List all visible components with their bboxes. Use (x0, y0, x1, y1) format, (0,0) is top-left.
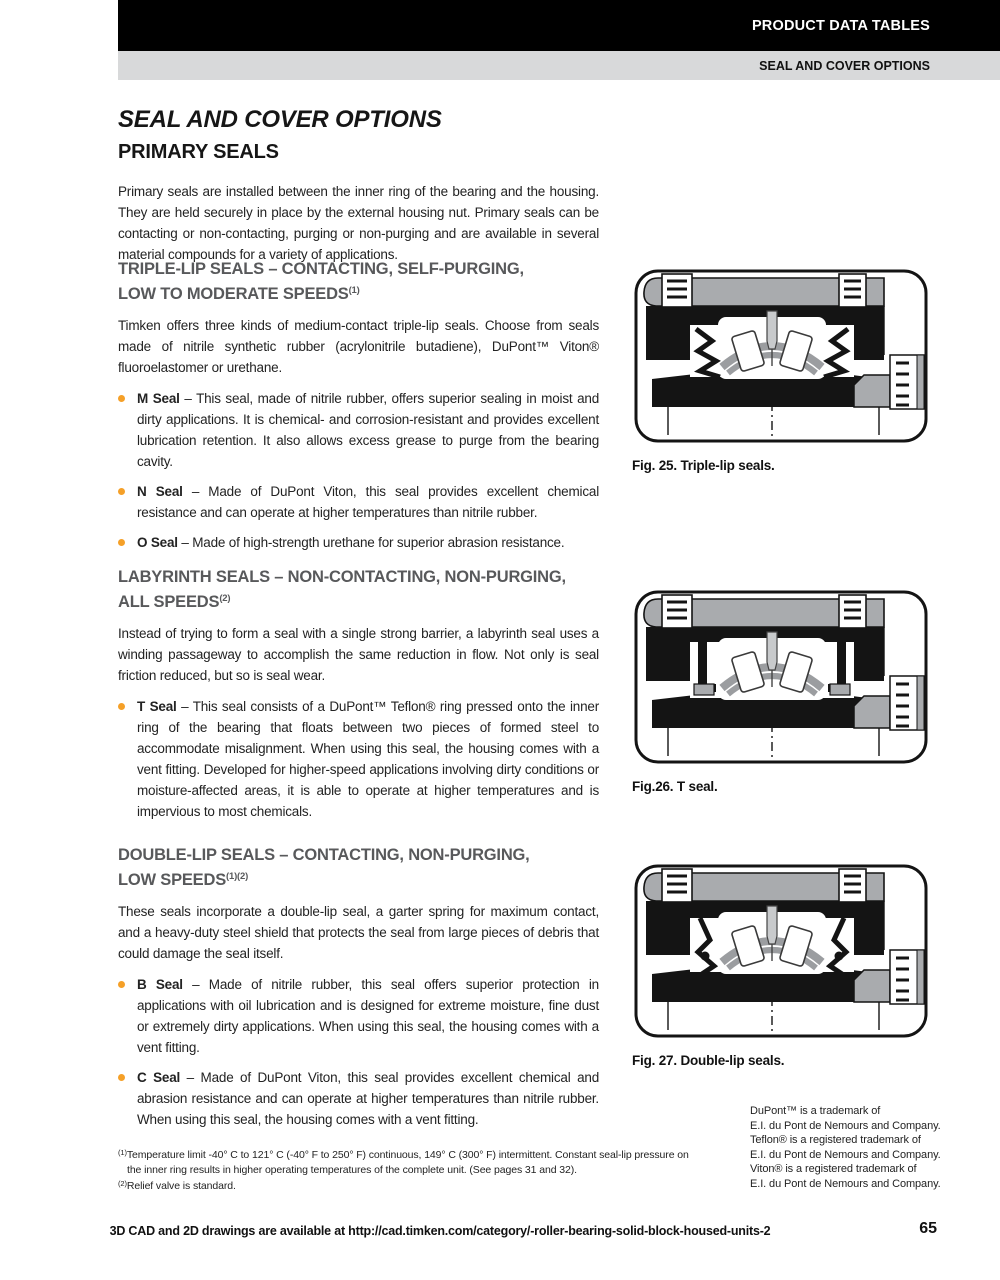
footnotes (118, 1146, 703, 1194)
figure-double-lip-seals (632, 862, 930, 1068)
trademark-notices (750, 1104, 980, 1191)
figure-triple-lip-seals (632, 267, 930, 473)
seal-bullet-list (118, 696, 599, 822)
bullet-dot-icon (118, 981, 125, 988)
intro-block (118, 181, 599, 265)
list-item: O Seal – Made of high-strength urethane for superior abrasion resistance. (118, 532, 599, 553)
bullet-dot-icon (118, 539, 125, 546)
section-paragraph: Instead of trying to form a seal with a single strong barrier, a labyrinth seal uses a winding passageway to accomplish the same reduction in flow. Not only is seal friction reduced, but so is seal wear. (118, 626, 599, 683)
header-band (118, 0, 1000, 51)
trademark-line: Viton® is a registered trademark of (750, 1163, 917, 1175)
bullet-dot-icon (118, 395, 125, 402)
bullet-dot-icon (118, 1074, 125, 1081)
intro-paragraph: Primary seals are installed between the inner ring of the bearing and the housing. They are held securely in place by the external housing nut. Primary seals can be contacting or non-contacting, purging or non-purging and are available in several material compounds for a variety of applications. (118, 184, 599, 262)
figure-caption: Fig.26. T seal. (632, 779, 718, 794)
section-heading: DOUBLE-LIP SEALS – CONTACTING, NON-PURGING, LOW $SPEEDS^{(1)(2)}$ (118, 846, 530, 889)
trademark-line: E.I. du Pont de Nemours and Company. (750, 1148, 941, 1161)
bearing-cross-section-t-seal-icon (632, 588, 930, 766)
header-sub-band-label: SEAL AND COVER OPTIONS (759, 58, 930, 73)
bullet-dot-icon (118, 703, 125, 710)
footnote-2: $^{(2)}$Relief valve is standard. (118, 1179, 236, 1192)
section-heading: TRIPLE-LIP SEALS – CONTACTING, SELF-PURGING, LOW TO MODERATE SPEEDS$^{(1)}$ (118, 260, 524, 303)
trademark-line: E.I. du Pont de Nemours and Company. (750, 1119, 941, 1132)
section-heading: LABYRINTH SEALS – NON-CONTACTING, NON-PURGING, ALL SPEEDS$^{(2)}$ (118, 568, 566, 611)
section-triple-lip (118, 258, 599, 562)
header-band-label: PRODUCT DATA TABLES (751, 17, 930, 34)
section-paragraph: Timken offers three kinds of medium-contact triple-lip seals. Choose from seals made of nitrile synthetic rubber (acrylonitrile butadiene), DuPont™ Viton® fluoroelastomer or urethane. (118, 318, 599, 375)
list-item: B Seal – Made of nitrile rubber, this seal offers superior protection in applications with oil lubrication and is designed for extreme moisture, fine dust or extremely dirty applications. When using this seal, the housing comes with a vent fitting. (118, 974, 599, 1058)
figure-caption: Fig. 27. Double-lip seals. (632, 1053, 785, 1068)
list-item: T Seal – This seal consists of a DuPont™ Teflon® ring pressed onto the inner ring of the bearing that floats between two pieces of formed steel to accommodate misalignment. When using this seal, the housing comes with a vent fitting. Developed for higher-speed applications involving dirty conditions or moisture-affected areas, it is able to operate at higher temperatures and is impervious to most chemicals. (118, 696, 599, 822)
trademark-line: DuPont™ is a trademark of (750, 1105, 881, 1117)
footer-cad-note: 3D CAD and 2D drawings are available at http://cad.timken.com/category/-roller-bearing-solid-block-housed-units-2 (109, 1224, 771, 1238)
header-sub-band (118, 51, 1000, 80)
section-labyrinth (118, 566, 599, 831)
list-item: N Seal – Made of DuPont Viton, this seal provides excellent chemical resistance and can operate at higher temperatures than nitrile rubber. (118, 481, 599, 523)
figure-caption: Fig. 25. Triple-lip seals. (632, 458, 775, 473)
bullet-dot-icon (118, 488, 125, 495)
section-paragraph: These seals incorporate a double-lip seal, a garter spring for maximum contact, and a heavy-duty steel shield that protects the seal from large pieces of debris that could damage the seal itself. (118, 904, 599, 961)
figure-t-seal (632, 588, 930, 794)
trademark-line: E.I. du Pont de Nemours and Company. (750, 1177, 941, 1190)
seal-bullet-list (118, 974, 599, 1130)
trademark-line: Teflon® is a registered trademark of (750, 1134, 921, 1146)
title-block (118, 106, 599, 164)
page-title: SEAL AND COVER OPTIONS (118, 106, 442, 133)
page-number: 65 (919, 1220, 937, 1237)
footnote-1: $^{(1)}$Temperature limit -40° C to 121° C (-40° F to 250° F) continuous, 149° C (300° F) intermittent. Constant seal-lip pressure on the inner ring results in higher operating temperatures of the complete unit. (See pages 31 and 32). (118, 1148, 689, 1176)
page-subtitle: PRIMARY SEALS (118, 141, 279, 163)
bearing-cross-section-triple-lip-icon (632, 267, 930, 445)
list-item: M Seal – This seal, made of nitrile rubber, offers superior sealing in moist and dirty applications. It is chemical- and corrosion-resistant and provides excellent lubrication retention. It also allows excess grease to purge from the bearing cavity. (118, 388, 599, 472)
list-item: C Seal – Made of DuPont Viton, this seal provides excellent chemical and abrasion resistance and can operate at higher temperatures than nitrile rubber. When using this seal, the housing comes with a vent fitting. (118, 1067, 599, 1130)
seal-bullet-list (118, 388, 599, 553)
section-double-lip (118, 844, 599, 1139)
bearing-cross-section-double-lip-icon (632, 862, 930, 1040)
